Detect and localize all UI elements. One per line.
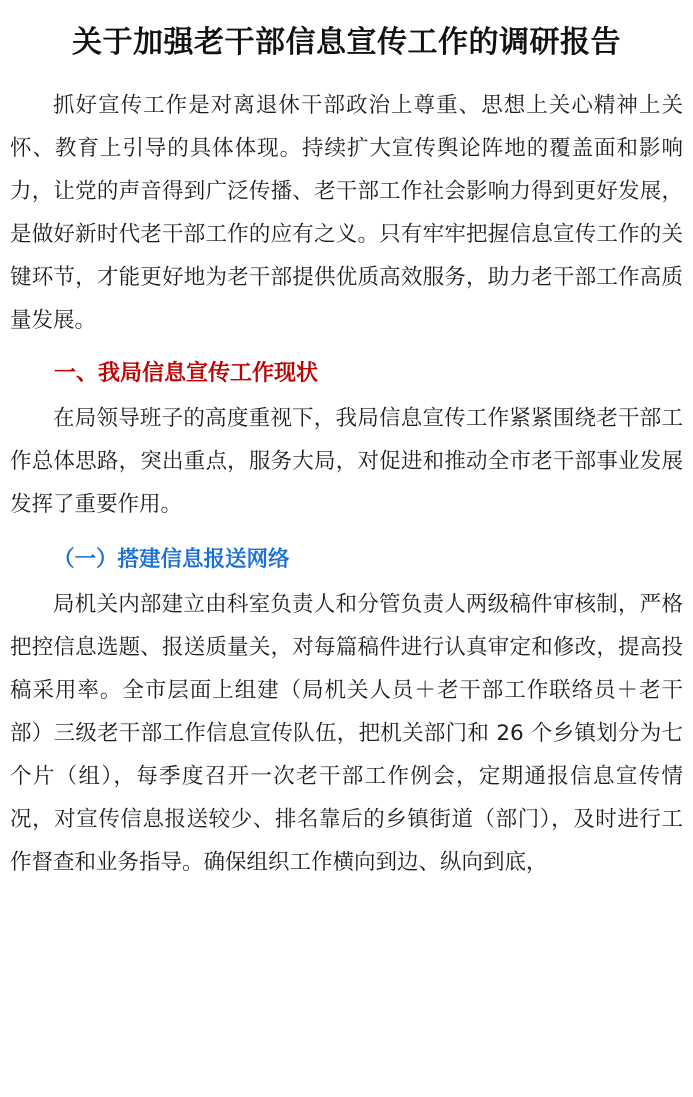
paragraph-intro: 抓好宣传工作是对离退休干部政治上尊重、思想上关心精神上关怀、教育上引导的具体体现。持续扩大宣传舆论阵地的覆盖面和影响力，让党的声音得到广泛传播、老干部工作社会影响力得到更好发展，是做好新时代老干部工作的应有之义。只有牢牢把握信息宣传工作的关键环节，才能更好地为老干部提供优质高效服务，助力老干部工作高质量发展。 <box>10 92 683 333</box>
paragraph-current-status: 在局领导班子的高度重视下，我局信息宣传工作紧紧围绕老干部工作总体思路，突出重点，服务大局，对促进和推动全市老干部事业发展发挥了重要作用。 <box>10 405 683 517</box>
page-title: 关于加强老干部信息宣传工作的调研报告 <box>72 25 621 60</box>
paragraph-network-building: 局机关内部建立由科室负责人和分管负责人两级稿件审核制，严格把控信息选题、报送质量关，对每篇稿件进行认真审定和修改，提高投稿采用率。全市层面上组建（局机关人员＋老干部工作联络员＋老干部）三级老干部工作信息宣传队伍，把机关部门和 26 个乡镇划分为七个片（组），每季度召开一次老干部工作例会，定期通报信息宣传情况，对宣传信息报送较少、排名靠后的乡镇街道（部门），及时进行工作督查和业务指导。确保组织工作横向到边、纵向到底， <box>10 591 683 875</box>
section-heading-one: 一、我局信息宣传工作现状 <box>54 360 319 386</box>
subsection-heading-one: （一）搭建信息报送网络 <box>53 546 290 572</box>
